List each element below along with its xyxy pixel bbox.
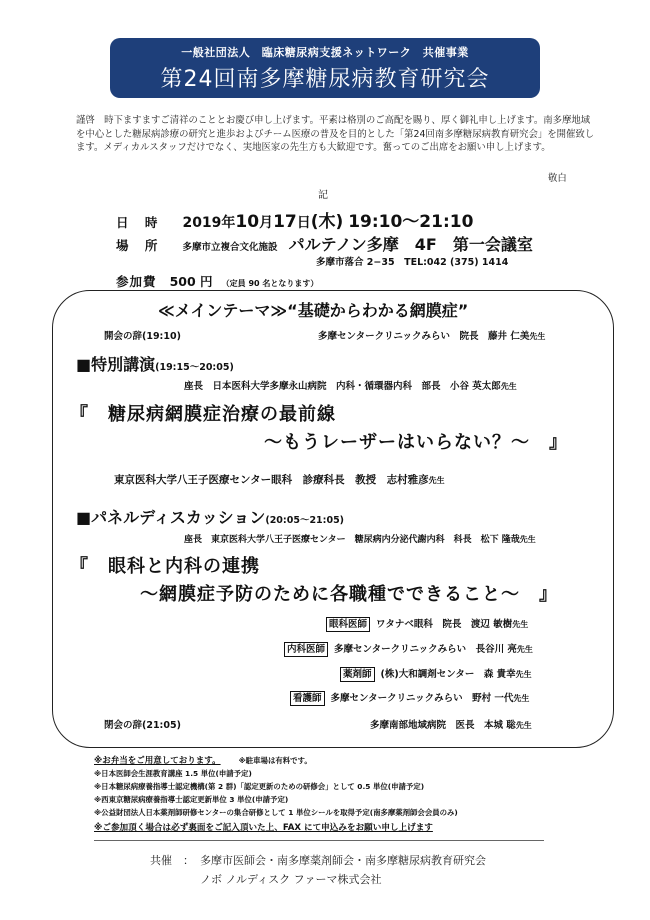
panel-chair: 座長 東京医科大学八王子医療センター 糖尿病内分泌代謝内科 科長 松下 隆哉先生 bbox=[184, 535, 536, 545]
footer-organizers: 多摩市医師会・南多摩薬剤師会・南多摩糖尿病教育研究会 bbox=[200, 854, 486, 867]
note-item: ※日本糖尿病療養指導士認定機構(第 2 群)「認定更新のための研修会」として 0.5 単位(申請予定) bbox=[94, 782, 425, 791]
fee-row bbox=[116, 271, 318, 290]
special-lecture-title: ■特別講演(19:15〜20:05) bbox=[76, 355, 234, 374]
fee-label: 参加費 bbox=[116, 274, 157, 289]
closing-word: 敬白 bbox=[548, 173, 567, 184]
special-chair: 座長 日本医科大学多摩永山病院 内科・循環器内科 部長 小谷 英太郎先生 bbox=[184, 381, 517, 392]
role-badge: 内科医師 bbox=[284, 642, 328, 657]
role-badge: 薬剤師 bbox=[340, 667, 375, 682]
header-subtitle: 一般社団法人 臨床糖尿病支援ネットワーク 共催事業 bbox=[181, 46, 469, 59]
intro-text: 謹啓 時下ますますご清祥のこととお慶び申し上げます。平素は格別のご高配を賜り、厚く御礼申し上げます。南多摩地域を中心とした糖尿病診療の研究と進歩およびチーム医療の普及を目的とした「第24回南多摩糖尿病教育研究会」を開催致します。メディカルスタッフだけでなく、実地医家の先生方も大歓迎です。奮ってのご出席をお願い申し上げます。 bbox=[76, 115, 595, 154]
note-item: ※公益財団法人日本薬剤師研修センターの集合研修として 1 単位シールを取得予定(南多摩薬剤師会会員のみ) bbox=[94, 808, 458, 817]
closing-speaker: 多摩南部地域病院 医長 本城 聡先生 bbox=[370, 720, 532, 731]
date-row bbox=[116, 207, 473, 232]
venue-label: 場 所 bbox=[116, 238, 164, 253]
fee-amount: 500 円 bbox=[169, 274, 213, 289]
panel-lecture-line1: 『 眼科と内科の連携 bbox=[70, 556, 260, 577]
opening-label: 開会の辞(19:10) bbox=[104, 331, 181, 342]
closing-label: 閉会の辞(21:05) bbox=[104, 720, 181, 731]
role-badge: 眼科医師 bbox=[326, 617, 370, 632]
panelist-row: 看護師 多摩センタークリニックみらい 野村 一代先生 bbox=[290, 690, 529, 706]
panel-lecture-line2: 〜網膜症予防のために各職種でできること〜 』 bbox=[140, 584, 558, 605]
special-lecture-line2: 〜もうレーザーはいらない？〜 』 bbox=[264, 432, 568, 453]
main-theme: ≪メインテーマ≫“基礎からわかる網膜症” bbox=[158, 301, 469, 320]
note-item: ※西東京糖尿病療養指導士認定更新単位 3 単位(申請予定) bbox=[94, 795, 289, 804]
page-title: 第24回南多摩糖尿病教育研究会 bbox=[160, 67, 490, 92]
panelist-row: 内科医師 多摩センタークリニックみらい 長谷川 亮先生 bbox=[284, 641, 533, 657]
note-item: ※日本医師会生涯教育講座 1.5 単位(申請予定) bbox=[94, 769, 252, 778]
fee-note: （定員 90 名となります） bbox=[221, 279, 319, 288]
note-fax: ※ご参加頂く場合は必ず裏面をご記入頂いた上、FAX にて申込みをお願い申し上げます bbox=[94, 823, 433, 833]
venue-name: パルテノン多摩 4F 第一会議室 bbox=[288, 235, 533, 254]
ki-mark: 記 bbox=[318, 190, 328, 201]
divider bbox=[94, 840, 544, 841]
footer-sponsor: ノボ ノルディスク ファーマ株式会社 bbox=[200, 873, 382, 886]
date-label: 日 時 bbox=[116, 215, 164, 230]
footer-label: 共催 ： bbox=[150, 854, 194, 867]
title-banner bbox=[110, 38, 540, 98]
panelist-row: 薬剤師 (株)大和調剤センター 森 貴幸先生 bbox=[340, 666, 532, 682]
date-value: 2019年10月17日(木) 19:10〜21:10 bbox=[182, 212, 474, 232]
venue-address: 多摩市落合 2−35 TEL:042 (375) 1414 bbox=[316, 257, 509, 268]
panel-discussion-title: ■パネルディスカッション(20:05〜21:05) bbox=[76, 508, 345, 527]
panelist-row: 眼科医師 ワタナベ眼科 院長 渡辺 敏樹先生 bbox=[326, 616, 528, 632]
note-bento: ※お弁当をご用意しております。 ※駐車場は有料です。 bbox=[94, 756, 312, 766]
special-lecture-line1: 『 糖尿病網膜症治療の最前線 bbox=[70, 404, 336, 425]
special-speaker: 東京医科大学八王子医療センター眼科 診療科長 教授 志村雅彦先生 bbox=[114, 474, 445, 486]
venue-row bbox=[116, 232, 533, 255]
venue-org: 多摩市立複合文化施設 bbox=[182, 242, 278, 253]
opening-speaker: 多摩センタークリニックみらい 院長 藤井 仁美先生 bbox=[318, 331, 546, 342]
role-badge: 看護師 bbox=[290, 691, 325, 706]
